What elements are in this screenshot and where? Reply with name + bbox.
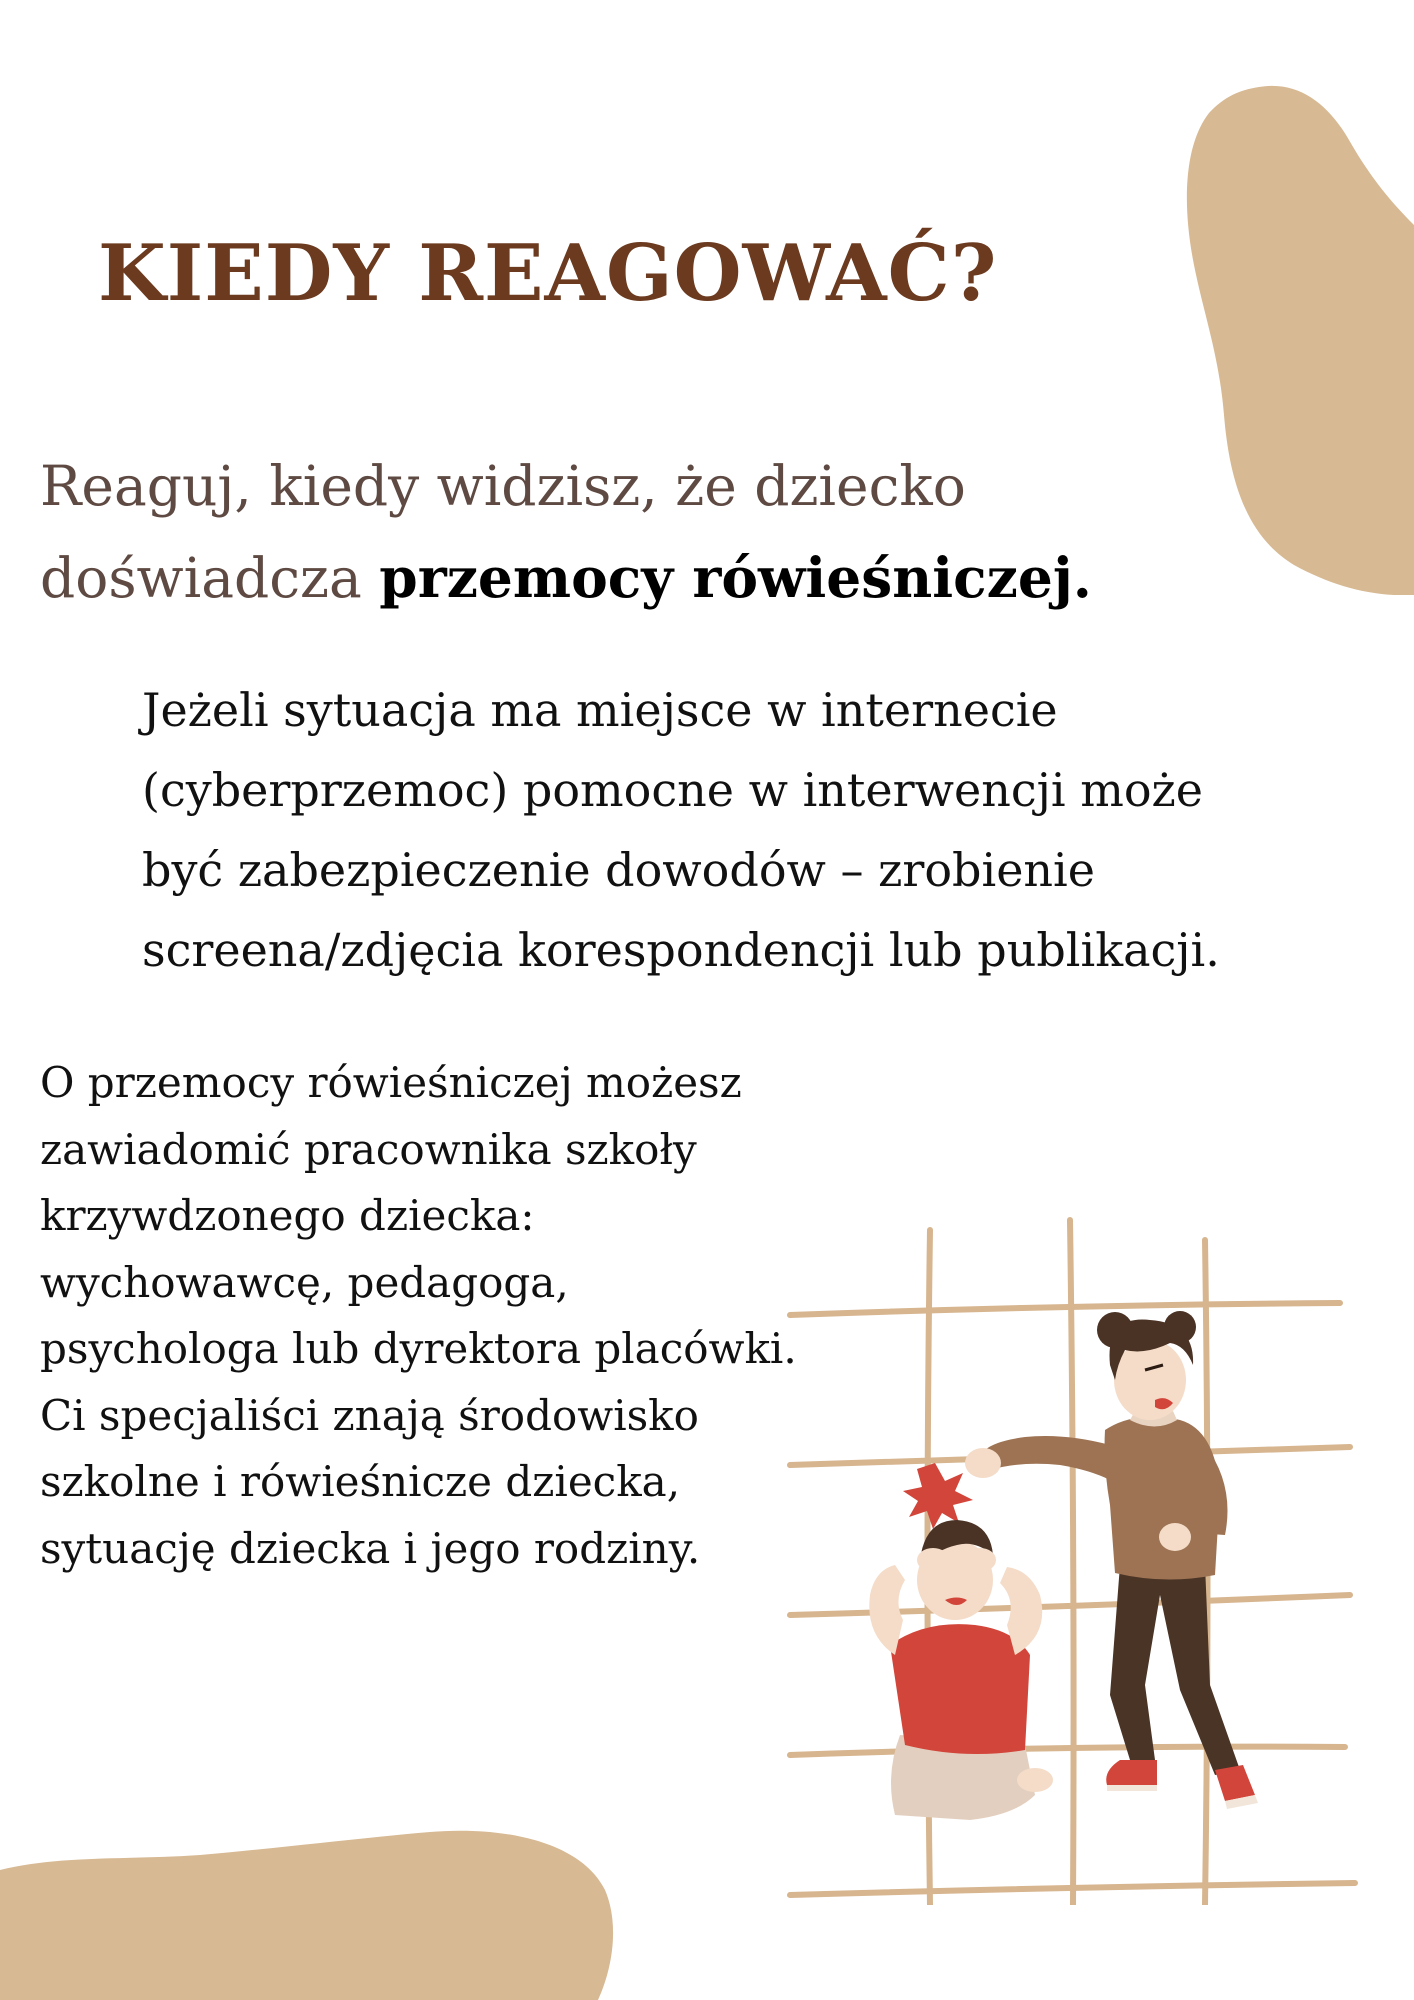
kneeling-child — [869, 1520, 1053, 1820]
paragraph-line: Jeżeli sytuacja ma miejsce w internecie — [142, 683, 1058, 737]
paragraph-line: zawiadomić pracownika szkoły — [40, 1124, 697, 1174]
bullying-illustration — [785, 1215, 1365, 1905]
paragraph-line: (cyberprzemoc) pomocne w interwencji może — [142, 763, 1203, 817]
paragraph-line: być zabezpieczenie dowodów – zrobienie — [142, 843, 1095, 897]
decorative-blob-bottom — [0, 1830, 620, 2000]
subtitle-line-1: Reaguj, kiedy widzisz, że dziecko — [40, 454, 966, 518]
subtitle-line-2-bold: przemocy rówieśniczej. — [379, 545, 1092, 610]
subtitle-line-2-plain: doświadcza — [40, 546, 380, 610]
report-paragraph — [40, 1050, 840, 1582]
paragraph-line: screena/zdjęcia korespondencji lub publikacji. — [142, 923, 1220, 977]
grid-lines — [790, 1220, 1355, 1905]
paragraph-line: wychowawcę, pedagoga, — [40, 1257, 569, 1307]
subtitle — [40, 440, 1160, 624]
page-title: KIEDY REAGOWAĆ? — [98, 228, 998, 319]
paragraph-line: szkolne i rówieśnicze dziecka, — [40, 1457, 681, 1506]
decorative-blob-top — [1174, 85, 1414, 595]
fist — [965, 1448, 1001, 1478]
paragraph-line: psychologa lub dyrektora placówki. — [40, 1324, 797, 1373]
paragraph-line: sytuację dziecka i jego rodziny. — [40, 1523, 701, 1573]
paragraph-line: Ci specjaliści znają środowisko — [40, 1390, 699, 1440]
paragraph-line: O przemocy rówieśniczej możesz — [40, 1058, 742, 1107]
paragraph-line: krzywdzonego dziecka: — [40, 1191, 535, 1240]
cyberbullying-paragraph — [142, 670, 1372, 990]
impact-star-icon — [903, 1463, 973, 1529]
